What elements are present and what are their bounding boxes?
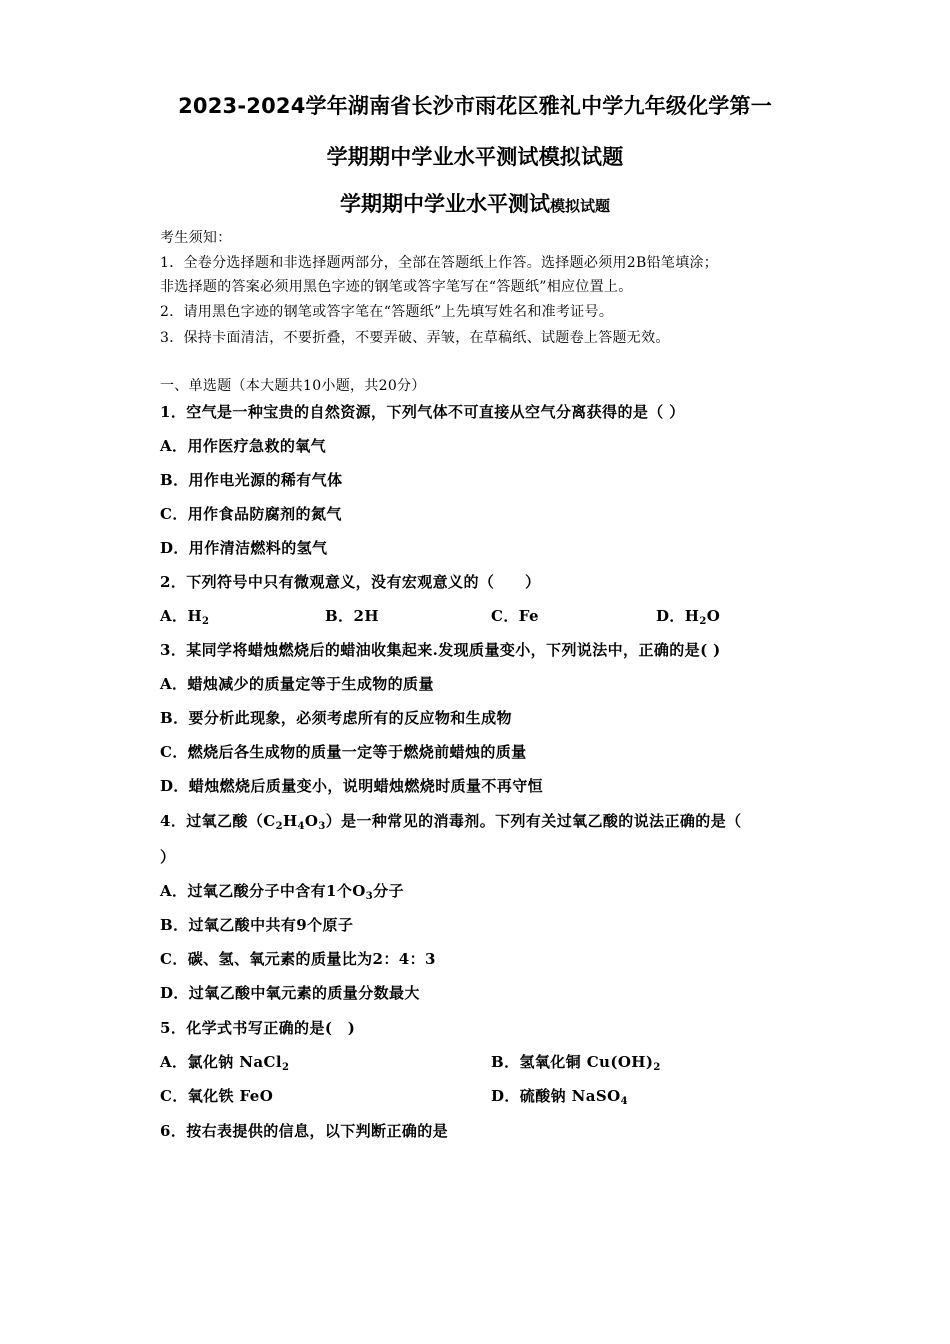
notice-item-3: 3．保持卡面清洁，不要折叠，不要弄破、弄皱，在草稿纸、试题卷上答题无效。 bbox=[160, 330, 670, 346]
exam-title-line2: 学期期中学业水平测试模拟试题 bbox=[326, 145, 624, 169]
question-1-option-b: B．用作电光源的稀有气体 bbox=[160, 471, 343, 489]
notice-item-1a: 1．全卷分选择题和非选择题两部分，全部在答题纸上作答。选择题必须用2B铅笔填涂； bbox=[160, 255, 719, 271]
question-2-stem: 2．下列符号中只有微观意义，没有宏观意义的（ ） bbox=[160, 573, 541, 591]
question-5-option-c: C．氧化铁 FeO bbox=[160, 1087, 274, 1105]
exam-title-line1: 2023-2024学年湖南省长沙市雨花区雅礼中学九年级化学第一 bbox=[178, 94, 772, 118]
question-5-option-b: B．氢氧化铜 $Cu(OH)_2$ bbox=[491, 1053, 661, 1073]
question-1-option-a: A．用作医疗急救的氧气 bbox=[160, 437, 327, 455]
question-2-option-b: B．2H bbox=[325, 607, 379, 625]
question-3-option-a: A．蜡烛减少的质量定等于生成物的质量 bbox=[160, 675, 434, 693]
question-4-option-c: C．碳、氢、氧元素的质量比为2：4：3 bbox=[160, 950, 436, 968]
question-4-stem-continued: ） bbox=[160, 848, 176, 866]
question-3-option-b: B．要分析此现象，必须考虑所有的反应物和生成物 bbox=[160, 709, 512, 727]
question-4-option-d: D．过氧乙酸中氧元素的质量分数最大 bbox=[160, 984, 420, 1002]
question-2-option-c: C．Fe bbox=[491, 607, 539, 625]
subtitle-small: 模拟试题 bbox=[549, 197, 610, 215]
question-5-stem: 5．化学式书写正确的是( ) bbox=[160, 1019, 356, 1037]
question-3-stem: 3．某同学将蜡烛燃烧后的蜡油收集起来.发现质量变小，下列说法中，正确的是( ) bbox=[160, 641, 721, 659]
exam-subtitle bbox=[0, 188, 950, 218]
subtitle-main: 学期期中学业水平测试 bbox=[339, 192, 550, 216]
notice-item-2: 2．请用黑色字迹的钢笔或答字笔在“答题纸”上先填写姓名和准考证号。 bbox=[160, 304, 614, 320]
question-4-option-a: A．过氧乙酸分子中含有1个$O_3$分子 bbox=[160, 882, 404, 902]
question-5-option-a: A．氯化钠 NaCl$_2$ bbox=[160, 1053, 290, 1073]
section-heading: 一、单选题（本大题共10小题，共20分） bbox=[160, 378, 426, 394]
question-1-option-c: C．用作食品防腐剂的氮气 bbox=[160, 505, 342, 523]
question-1-stem: 1．空气是一种宝贵的自然资源，下列气体不可直接从空气分离获得的是（ ） bbox=[160, 403, 685, 421]
notice-heading: 考生须知： bbox=[160, 230, 232, 246]
notice-item-1b: 非选择题的答案必须用黑色字迹的钢笔或答字笔写在“答题纸”相应位置上。 bbox=[160, 279, 633, 295]
question-2-option-a: A．$H_2$ bbox=[160, 607, 210, 627]
question-3-option-c: C．燃烧后各生成物的质量一定等于燃烧前蜡烛的质量 bbox=[160, 743, 527, 761]
question-1-option-d: D．用作清洁燃料的氢气 bbox=[160, 539, 328, 557]
question-6-stem: 6．按右表提供的信息，以下判断正确的是 bbox=[160, 1122, 449, 1140]
question-2-option-d: D．$H_2O$ bbox=[656, 607, 721, 627]
question-4-stem: 4．过氧乙酸$(C_2H_4O_3)$是一种常见的消毒剂。下列有关过氧乙酸的说法正确的是（ bbox=[160, 812, 742, 832]
question-3-option-d: D．蜡烛燃烧后质量变小，说明蜡烛燃烧时质量不再守恒 bbox=[160, 777, 544, 795]
question-4-option-b: B．过氧乙酸中共有9个原子 bbox=[160, 916, 354, 934]
question-5-option-d: D．硫酸钠 NaSO$_4$ bbox=[491, 1087, 628, 1107]
